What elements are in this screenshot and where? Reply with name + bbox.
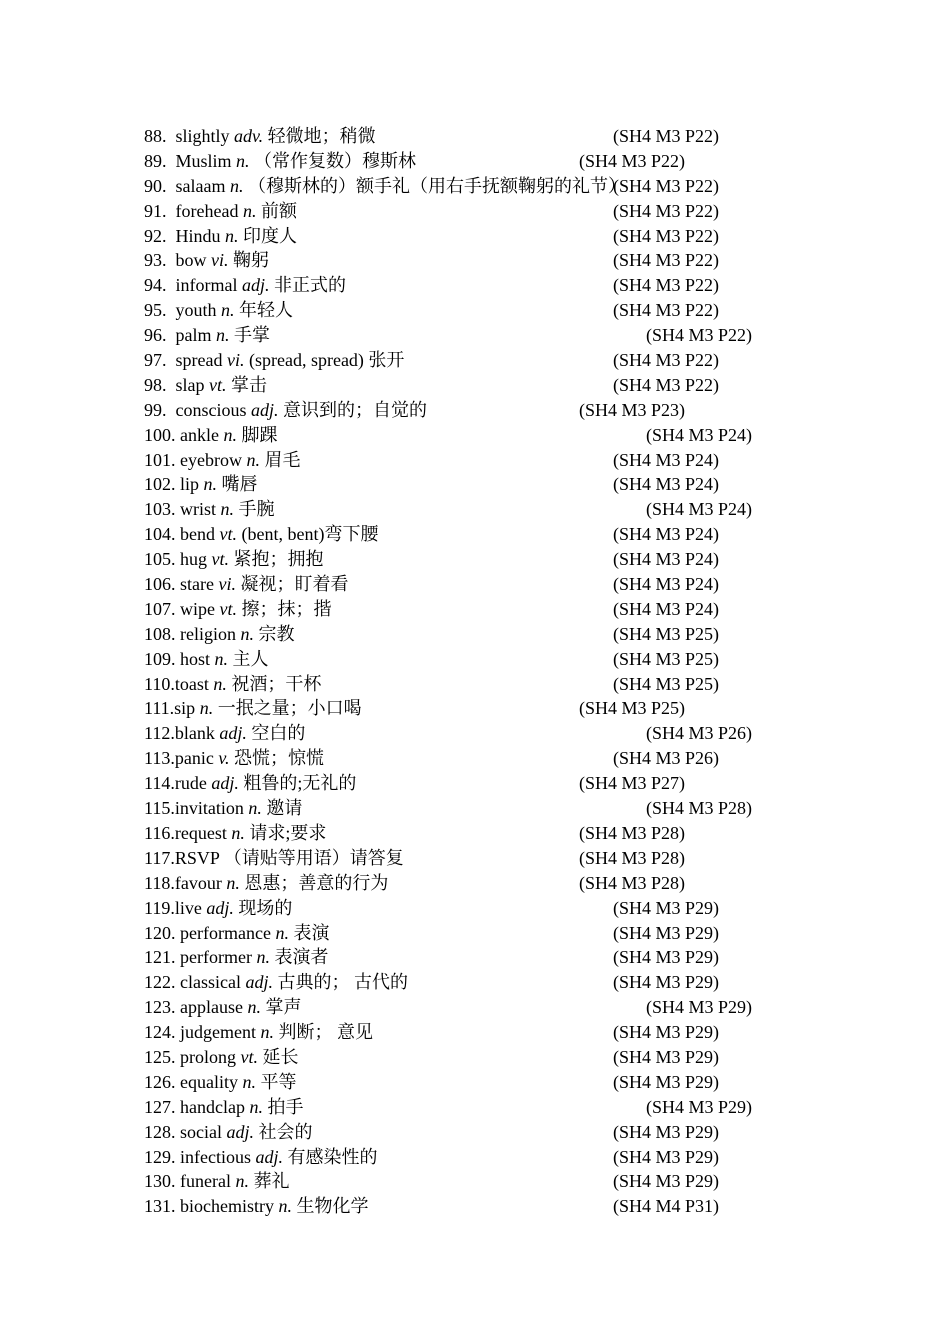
entry-part-of-speech: vt. — [209, 374, 227, 395]
entry-reference: (SH4 M3 P28) — [579, 847, 686, 868]
entry-number: 109. — [144, 648, 176, 669]
entry-number: 107. — [144, 598, 176, 619]
entry-part-of-speech: n. — [231, 822, 245, 843]
entry-meaning: 掌击 — [231, 374, 267, 395]
vocab-entry — [144, 1120, 784, 1145]
entry-part-of-speech: n. — [216, 325, 230, 346]
entry-word: wrist — [180, 499, 216, 520]
vocab-entry — [144, 696, 784, 721]
entry-word: handclap — [180, 1096, 245, 1117]
entry-part-of-speech: vi. — [211, 250, 229, 271]
entry-word: Muslim — [175, 150, 232, 171]
vocab-entry — [144, 199, 784, 224]
entry-part-of-speech: n. — [221, 300, 235, 321]
entry-meaning: 擦；抹；揩 — [241, 598, 332, 619]
entry-number: 118. — [144, 872, 175, 893]
entry-number: 91. — [144, 200, 167, 221]
entry-part-of-speech: adj. — [241, 275, 270, 296]
entry-meaning: 葬礼 — [253, 1171, 290, 1192]
entry-part-of-speech: n. — [240, 623, 254, 644]
entry-part-of-speech: vt. — [219, 524, 237, 545]
entry-reference: (SH4 M3 P22) — [613, 225, 720, 246]
entry-meaning: 请求;要求 — [249, 822, 327, 843]
entry-reference: (SH4 M3 P24) — [613, 474, 720, 495]
entry-part-of-speech: adv. — [234, 126, 264, 146]
vocab-entry — [144, 149, 784, 174]
entry-reference: (SH4 M3 P28) — [579, 872, 686, 893]
entry-part-of-speech: n. — [203, 474, 218, 495]
vocab-entry — [144, 622, 784, 647]
entry-part-of-speech: adj. — [206, 897, 234, 918]
entry-reference: (SH4 M3 P29) — [613, 922, 720, 943]
entry-part-of-speech: n. — [223, 424, 237, 445]
entry-reference: (SH4 M3 P22) — [613, 175, 720, 196]
vocab-entry — [144, 423, 784, 448]
entry-word: panic — [174, 748, 214, 769]
entry-number: 92. — [144, 225, 167, 246]
entry-meaning: (bent, bent)弯下腰 — [241, 524, 379, 545]
entry-word: biochemistry — [180, 1196, 274, 1217]
entry-word: Hindu — [175, 225, 221, 246]
entry-number: 129. — [144, 1146, 176, 1167]
entry-reference: (SH4 M3 P29) — [613, 972, 720, 993]
vocab-entry — [144, 672, 784, 697]
entry-word: sip — [174, 698, 196, 719]
vocab-entry — [144, 124, 784, 149]
entry-part-of-speech: adj. — [211, 773, 239, 794]
entry-number: 88. — [144, 126, 167, 146]
entry-reference: (SH4 M3 P28) — [646, 798, 753, 819]
entry-meaning: 社会的 — [258, 1121, 313, 1142]
entry-meaning: （常作复数）穆斯林 — [254, 150, 417, 171]
entry-reference: (SH4 M4 P31) — [613, 1196, 720, 1217]
vocab-entry — [144, 547, 784, 572]
vocab-entry — [144, 248, 784, 273]
entry-reference: (SH4 M3 P29) — [613, 1146, 720, 1167]
entry-number: 128. — [144, 1121, 176, 1142]
entry-number: 123. — [144, 997, 176, 1018]
entry-number: 116. — [144, 822, 175, 843]
entry-number: 100. — [144, 424, 176, 445]
entry-meaning: 一抿之量；小口喝 — [217, 698, 362, 719]
entry-reference: (SH4 M3 P24) — [613, 598, 720, 619]
entry-reference: (SH4 M3 P24) — [613, 574, 720, 595]
entry-number: 111. — [144, 698, 175, 719]
entry-part-of-speech: n. — [199, 698, 214, 719]
entry-reference: (SH4 M3 P22) — [613, 350, 720, 371]
entry-number: 95. — [144, 300, 167, 321]
entry-word: funeral — [180, 1171, 231, 1192]
entry-reference: (SH4 M3 P27) — [579, 773, 686, 794]
entry-meaning: 表演 — [293, 922, 330, 943]
vocab-entry — [144, 647, 784, 672]
entry-number: 124. — [144, 1022, 176, 1043]
entry-word: prolong — [180, 1046, 236, 1067]
entry-meaning: 脚踝 — [241, 424, 278, 445]
entry-word: rude — [174, 773, 207, 794]
entry-reference: (SH4 M3 P25) — [613, 648, 720, 669]
entry-number: 115. — [144, 798, 175, 819]
entry-word: slap — [175, 374, 205, 395]
entry-word: palm — [175, 325, 212, 346]
entry-word: live — [174, 897, 202, 918]
entry-number: 114. — [144, 773, 175, 794]
entry-reference: (SH4 M3 P24) — [613, 549, 720, 570]
entry-part-of-speech: n. — [278, 1196, 292, 1217]
entry-meaning: （请贴等用语）请答复 — [223, 847, 404, 868]
entry-reference: (SH4 M3 P24) — [646, 499, 753, 520]
entry-meaning: 意识到的；自觉的 — [283, 399, 428, 420]
entry-reference: (SH4 M3 P26) — [613, 748, 720, 769]
entry-word: invitation — [174, 798, 244, 819]
entry-word: applause — [180, 997, 243, 1018]
entry-reference: (SH4 M3 P22) — [579, 150, 686, 171]
entry-reference: (SH4 M3 P29) — [613, 947, 720, 968]
entry-word: blank — [174, 723, 215, 744]
entry-word: toast — [174, 673, 209, 694]
entry-part-of-speech: n. — [248, 798, 262, 819]
entry-reference: (SH4 M3 P29) — [646, 997, 753, 1018]
entry-number: 103. — [144, 499, 176, 520]
entry-number: 117. — [144, 847, 175, 868]
vocab-entry — [144, 373, 784, 398]
entry-word: informal — [175, 275, 238, 296]
entry-reference: (SH4 M3 P29) — [613, 1071, 720, 1092]
entry-word: performer — [180, 947, 252, 968]
vocab-entry — [144, 472, 784, 497]
entry-meaning: 有感染性的 — [287, 1146, 378, 1167]
entry-word: performance — [180, 922, 271, 943]
entry-meaning: 年轻人 — [239, 300, 294, 321]
entry-part-of-speech: v. — [218, 748, 230, 769]
vocab-entry — [144, 1169, 784, 1194]
entry-meaning: (spread, spread) 张开 — [248, 350, 405, 371]
entry-meaning: 平等 — [260, 1071, 297, 1092]
entry-word: youth — [175, 300, 217, 321]
entry-number: 104. — [144, 524, 176, 545]
entry-meaning: 延长 — [262, 1046, 299, 1067]
entry-meaning: （穆斯林的）额手礼（用右手抚额鞠躬的礼节） — [247, 175, 626, 196]
entry-word: host — [180, 648, 211, 669]
entry-meaning: 恐慌；惊慌 — [233, 748, 324, 769]
entry-part-of-speech: n. — [242, 200, 257, 221]
entry-reference: (SH4 M3 P22) — [613, 250, 720, 271]
vocab-entry — [144, 1194, 784, 1219]
entry-reference: (SH4 M3 P22) — [613, 200, 720, 221]
entry-meaning: 手腕 — [238, 499, 275, 520]
vocab-entry — [144, 871, 784, 896]
entry-word: wipe — [180, 598, 215, 619]
entry-part-of-speech: n. — [256, 947, 270, 968]
vocab-entry — [144, 995, 784, 1020]
entry-meaning: 轻微地；稍微 — [267, 126, 376, 146]
entry-meaning: 非正式的 — [274, 275, 346, 296]
entry-meaning: 古典的； 古代的 — [277, 972, 408, 993]
entry-reference: (SH4 M3 P22) — [613, 374, 720, 395]
entry-word: equality — [180, 1071, 238, 1092]
vocab-entry — [144, 821, 784, 846]
entry-word: favour — [174, 872, 222, 893]
entry-part-of-speech: n. — [213, 673, 227, 694]
entry-number: 97. — [144, 350, 167, 371]
entry-number: 101. — [144, 449, 176, 470]
entry-word: spread — [175, 350, 223, 371]
entry-number: 130. — [144, 1171, 176, 1192]
vocabulary-list — [144, 124, 784, 1219]
entry-meaning: 紧抱；拥抱 — [233, 549, 324, 570]
entry-number: 127. — [144, 1096, 176, 1117]
entry-number: 119. — [144, 897, 175, 918]
entry-meaning: 掌声 — [265, 997, 302, 1018]
entry-word: conscious — [175, 399, 247, 420]
entry-meaning: 空白的 — [251, 723, 306, 744]
entry-reference: (SH4 M3 P22) — [613, 126, 720, 146]
vocab-entry — [144, 1045, 784, 1070]
vocab-entry — [144, 1095, 784, 1120]
entry-part-of-speech: n. — [246, 449, 260, 470]
entry-part-of-speech: adj. — [226, 1121, 255, 1142]
vocab-entry — [144, 1070, 784, 1095]
entry-reference: (SH4 M3 P24) — [646, 424, 753, 445]
entry-reference: (SH4 M3 P25) — [613, 673, 720, 694]
entry-number: 98. — [144, 374, 167, 395]
entry-reference: (SH4 M3 P29) — [613, 1171, 720, 1192]
entry-meaning: 判断； 意见 — [278, 1022, 373, 1043]
entry-word: RSVP — [174, 847, 220, 868]
entry-word: bow — [175, 250, 207, 271]
entry-reference: (SH4 M3 P29) — [613, 897, 720, 918]
vocab-entry — [144, 771, 784, 796]
entry-word: judgement — [180, 1022, 256, 1043]
entry-word: forehead — [175, 200, 239, 221]
entry-word: lip — [180, 474, 200, 495]
vocab-entry — [144, 572, 784, 597]
entry-part-of-speech: vt. — [211, 549, 229, 570]
entry-reference: (SH4 M3 P29) — [613, 1022, 720, 1043]
vocab-entry — [144, 597, 784, 622]
entry-part-of-speech: n. — [225, 225, 239, 246]
vocab-entry — [144, 174, 784, 199]
entry-word: infectious — [180, 1146, 251, 1167]
vocab-entry — [144, 298, 784, 323]
entry-reference: (SH4 M3 P28) — [579, 822, 686, 843]
entry-reference: (SH4 M3 P29) — [613, 1046, 720, 1067]
vocab-entry — [144, 1145, 784, 1170]
entry-meaning: 手掌 — [234, 325, 270, 346]
vocab-entry — [144, 398, 784, 423]
entry-reference: (SH4 M3 P23) — [579, 399, 686, 420]
entry-word: social — [180, 1121, 222, 1142]
entry-number: 102. — [144, 474, 176, 495]
entry-number: 131. — [144, 1196, 176, 1217]
entry-number: 126. — [144, 1071, 176, 1092]
entry-part-of-speech: n. — [249, 1096, 263, 1117]
vocab-entry — [144, 1020, 784, 1045]
entry-part-of-speech: n. — [229, 175, 244, 196]
entry-word: slightly — [175, 126, 230, 146]
entry-part-of-speech: adj. — [219, 723, 247, 744]
vocab-entry — [144, 348, 784, 373]
entry-part-of-speech: vi. — [226, 350, 245, 371]
entry-meaning: 凝视；盯着看 — [240, 574, 349, 595]
entry-meaning: 嘴唇 — [221, 474, 258, 495]
vocab-entry — [144, 224, 784, 249]
entry-number: 99. — [144, 399, 167, 420]
entry-part-of-speech: n. — [226, 872, 240, 893]
vocab-entry — [144, 448, 784, 473]
entry-number: 89. — [144, 150, 167, 171]
entry-word: ankle — [180, 424, 219, 445]
entry-part-of-speech: n. — [214, 648, 229, 669]
vocab-entry — [144, 497, 784, 522]
entry-meaning: 主人 — [232, 648, 269, 669]
entry-word: religion — [180, 623, 236, 644]
entry-meaning: 宗教 — [258, 623, 295, 644]
entry-number: 125. — [144, 1046, 176, 1067]
entry-part-of-speech: n. — [260, 1022, 274, 1043]
vocab-entry — [144, 273, 784, 298]
entry-reference: (SH4 M3 P29) — [646, 1096, 753, 1117]
entry-part-of-speech: adj. — [251, 399, 279, 420]
vocab-entry — [144, 846, 784, 871]
entry-part-of-speech: n. — [242, 1071, 256, 1092]
entry-meaning: 祝酒；干杯 — [231, 673, 322, 694]
entry-part-of-speech: n. — [235, 1171, 249, 1192]
vocab-entry — [144, 921, 784, 946]
entry-meaning: 邀请 — [266, 798, 303, 819]
entry-number: 105. — [144, 549, 176, 570]
entry-reference: (SH4 M3 P22) — [613, 275, 720, 296]
vocab-entry — [144, 721, 784, 746]
entry-reference: (SH4 M3 P26) — [646, 723, 753, 744]
entry-number: 106. — [144, 574, 176, 595]
entry-meaning: 鞠躬 — [233, 250, 269, 271]
entry-meaning: 眉毛 — [264, 449, 301, 470]
entry-number: 108. — [144, 623, 176, 644]
entry-meaning: 拍手 — [267, 1096, 304, 1117]
entry-number: 93. — [144, 250, 167, 271]
entry-number: 121. — [144, 947, 176, 968]
entry-reference: (SH4 M3 P24) — [613, 524, 720, 545]
entry-reference: (SH4 M3 P24) — [613, 449, 720, 470]
vocab-entry — [144, 746, 784, 771]
vocab-entry — [144, 896, 784, 921]
entry-number: 94. — [144, 275, 167, 296]
entry-word: classical — [180, 972, 241, 993]
entry-reference: (SH4 M3 P22) — [613, 300, 720, 321]
vocab-entry — [144, 945, 784, 970]
entry-number: 90. — [144, 175, 167, 196]
vocab-entry — [144, 970, 784, 995]
entry-meaning: 表演者 — [274, 947, 329, 968]
vocab-entry — [144, 323, 784, 348]
entry-number: 96. — [144, 325, 167, 346]
entry-number: 112. — [144, 723, 175, 744]
entry-number: 110. — [144, 673, 175, 694]
entry-part-of-speech: n. — [275, 922, 289, 943]
entry-meaning: 生物化学 — [296, 1196, 369, 1217]
entry-meaning: 印度人 — [243, 225, 297, 246]
entry-part-of-speech: n. — [236, 150, 250, 171]
entry-word: hug — [180, 549, 207, 570]
vocab-entry — [144, 796, 784, 821]
entry-meaning: 粗鲁的;无礼的 — [243, 773, 357, 794]
entry-part-of-speech: n. — [247, 997, 261, 1018]
entry-word: request — [174, 822, 227, 843]
entry-word: stare — [180, 574, 214, 595]
entry-number: 113. — [144, 748, 175, 769]
vocab-entry — [144, 522, 784, 547]
entry-part-of-speech: adj. — [255, 1146, 283, 1167]
entry-word: eyebrow — [180, 449, 242, 470]
entry-part-of-speech: adj. — [245, 972, 273, 993]
entry-reference: (SH4 M3 P25) — [579, 698, 686, 719]
entry-meaning: 恩惠；善意的行为 — [244, 872, 389, 893]
entry-number: 120. — [144, 922, 176, 943]
entry-reference: (SH4 M3 P25) — [613, 623, 720, 644]
entry-part-of-speech: vi. — [218, 574, 236, 595]
entry-meaning: 现场的 — [238, 897, 293, 918]
entry-reference: (SH4 M3 P22) — [646, 325, 753, 346]
entry-meaning: 前额 — [260, 200, 297, 221]
entry-reference: (SH4 M3 P29) — [613, 1121, 720, 1142]
entry-word: bend — [180, 524, 215, 545]
entry-part-of-speech: vt. — [219, 598, 237, 619]
entry-part-of-speech: n. — [220, 499, 234, 520]
entry-part-of-speech: vt. — [240, 1046, 258, 1067]
entry-number: 122. — [144, 972, 176, 993]
entry-word: salaam — [175, 175, 226, 196]
